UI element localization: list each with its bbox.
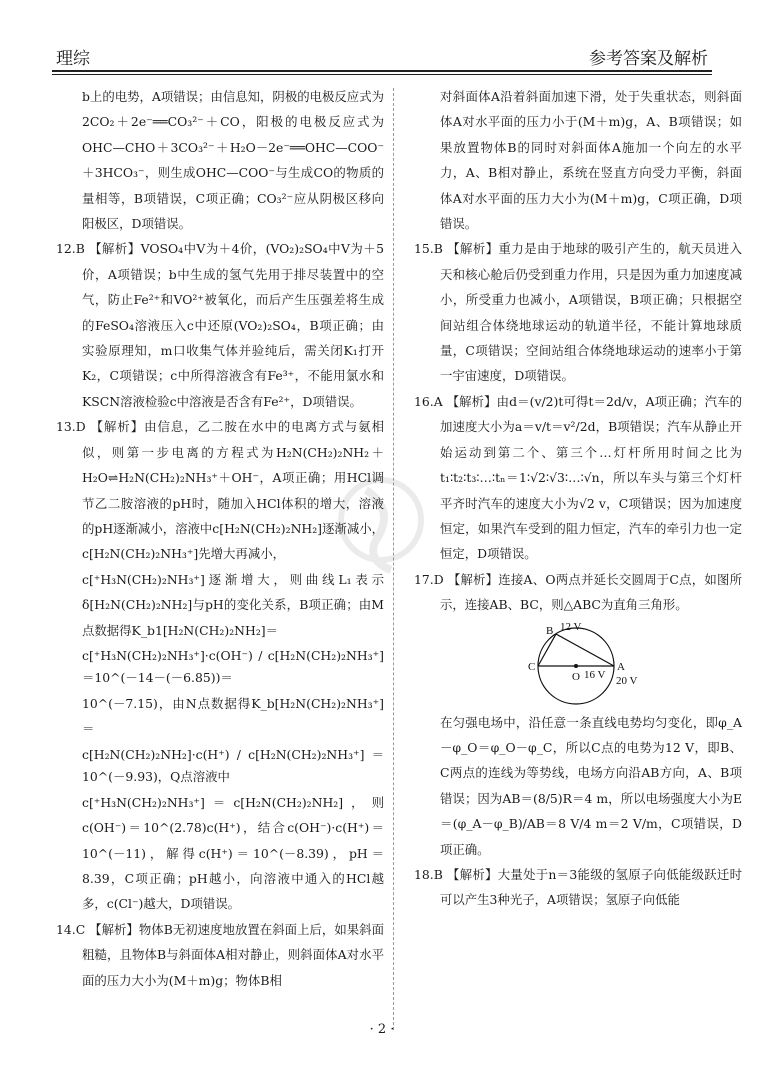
page-number: · 2 · bbox=[369, 1022, 395, 1037]
subject-label: 理综 bbox=[56, 49, 90, 69]
page-title: 参考答案及解析 bbox=[589, 49, 708, 69]
answer-16: 16.A 【解析】由d＝(v/2)t可得t＝2d/v，A项正确；汽车的加速度大小为a＝v/t＝v²/2d，B项错误；汽车从静止开始运动到第二个、第三个…灯杆所用时间之比为t₁∶t₂∶t₃∶…∶tₙ＝1∶√2∶√3∶…∶√n，所以车头与第三个灯杆平齐时汽车的速度大小为√2 v，C项错误；因为加速度恒定，如果汽车受到的阻力恒定，汽车的牵引力也一定恒定，D项错误。 bbox=[414, 393, 742, 562]
answer-17-part2: 在匀强电场中，沿任意一条直线电势均匀变化，即φ_A－φ_O＝φ_O－φ_C，所以C点的电势为12 V，即B、C两点的连线为等势线，电场方向沿AB方向，A、B项错误；因为AB＝(8/5)R＝4 m，所以电场强度大小为E＝(φ_A－φ_B)/AB＝8 V/4 m＝2 V/m，C项错误，D项正确。 bbox=[440, 714, 742, 857]
answer-11-continued: b上的电势，A项错误；由信息知，阴极的电极反应式为2CO₂＋2e⁻══CO₃²⁻＋CO，阳极的电极反应式为OHC—CHO＋3CO₃²⁻＋H₂O－2e⁻══OHC—COO⁻＋3HCO₃⁻，则生成OHC—COO⁻与生成CO的物质的量相等，B项错误，C项正确；CO₃²⁻应从阴极区移向阳极区，D项错误。 bbox=[82, 89, 384, 232]
header-rule bbox=[52, 70, 712, 72]
point-o-label: O bbox=[572, 670, 580, 683]
point-c-label: C bbox=[528, 660, 536, 673]
answer-13: 13.D 【解析】由信息，乙二胺在水中的电离方式与氨相似，则第一步电离的方程式为H₂N(CH₂)₂NH₂＋H₂O⇌H₂N(CH₂)₂NH₃⁺＋OH⁻，A项正确；用HCl调节乙二胺溶液的pH时，随加入HCl体积的增大，溶液的pH逐渐减小，溶液中c[H₂N(CH₂)₂NH₂]逐渐减小，c[H₂N(CH₂)₂NH₃⁺]先增大再减小， bbox=[56, 419, 384, 562]
circle-field-diagram bbox=[494, 622, 664, 706]
point-a-value: 20 V bbox=[616, 674, 638, 687]
answer-14: 14.C 【解析】物体B无初速度地放置在斜面上后，如果斜面粗糙，且物体B与斜面体A相对静止，则斜面体A对水平面的压力大小为(M＋m)g；物体B相 bbox=[56, 921, 384, 988]
point-o-value: 16 V bbox=[584, 668, 606, 681]
header-rule-thin bbox=[52, 74, 712, 75]
answer-13-formula-kb: c[H₂N(CH₂)₂NH₂]·c(H⁺) / c[H₂N(CH₂)₂NH₃⁺] ＝10^(－9.93)，Q点溶液中 bbox=[82, 746, 384, 784]
answer-13-part2: c[⁺H₃N(CH₂)₂NH₃⁺]逐渐增大，则曲线L₁表示δ[H₂N(CH₂)₂NH₂]与pH的变化关系，B项正确；由M点数据得K_b1[H₂N(CH₂)₂NH₂]＝ bbox=[82, 571, 384, 638]
answer-15: 15.B 【解析】重力是由于地球的吸引产生的，航天员进入天和核心舱后仍受到重力作用，只是因为重力加速度减小，所受重力也减小，A项错误，B项正确；只根据空间站组合体绕地球运动的轨道半径，不能计算地球质量，C项错误；空间站组合体绕地球运动的速率小于第一宇宙速度，D项错误。 bbox=[414, 241, 742, 384]
answer-12: 12.B 【解析】VOSO₄中V为＋4价，(VO₂)₂SO₄中V为＋5价，A项错误；b中生成的氢气先用于排尽装置中的空气，防止Fe²⁺和VO²⁺被氧化，而后产生压强差将生成的FeSO₄溶液压入c中还原(VO₂)₂SO₄，B项正确；由实验原理知，m口收集气体并验纯后，需关闭K₁打开K₂，C项错误；c中所得溶液含有Fe³⁺，不能用氯水和KSCN溶液检验c中溶液是否含有Fe²⁺，D项错误。 bbox=[56, 241, 384, 409]
answer-14-continued: 对斜面体A沿着斜面加速下滑，处于失重状态，则斜面体A对水平面的压力小于(M＋m)g，A、B项错误；如果放置物体B的同时对斜面体A施加一个向左的水平力，A、B相对静止，系统在竖直方向受力平衡，斜面体A对水平面的压力大小为(M＋m)g，C项正确，D项错误。 bbox=[440, 89, 742, 232]
left-column bbox=[56, 84, 384, 993]
point-a-label: A bbox=[617, 660, 625, 673]
point-b-label: B bbox=[546, 624, 554, 637]
point-b-value: 12 V bbox=[560, 621, 582, 633]
answer-13-formula-kb1: c[⁺H₃N(CH₂)₂NH₃⁺]·c(OH⁻) / c[H₂N(CH₂)₂NH₃⁺] ＝10^(－14－(－6.85))＝ bbox=[82, 647, 384, 685]
right-column bbox=[414, 84, 742, 913]
answer-17: 17.D 【解析】连接A、O两点并延长交圆周于C点，如图所示，连接AB、BC，则△ABC为直角三角形。 bbox=[414, 571, 742, 613]
answer-13-part3: 10^(－7.15)，由N点数据得K_b[H₂N(CH₂)₂NH₃⁺]＝ bbox=[82, 695, 384, 737]
answer-18: 18.B 【解析】大量处于n＝3能级的氢原子向低能级跃迁时可以产生3种光子，A项错误；氢原子向低能 bbox=[414, 866, 742, 908]
answer-13-part4: c[⁺H₃N(CH₂)₂NH₃⁺]＝c[H₂N(CH₂)₂NH₂]，则c(OH⁻)＝10^(2.78)c(H⁺)，结合c(OH⁻)·c(H⁺)＝10^(－11)，解得c(H⁺)＝10^(－8.39)，pH＝8.39，C项正确；pH越小，向溶液中通入的HCl越多，c(Cl⁻)越大，D项错误。 bbox=[82, 794, 384, 912]
